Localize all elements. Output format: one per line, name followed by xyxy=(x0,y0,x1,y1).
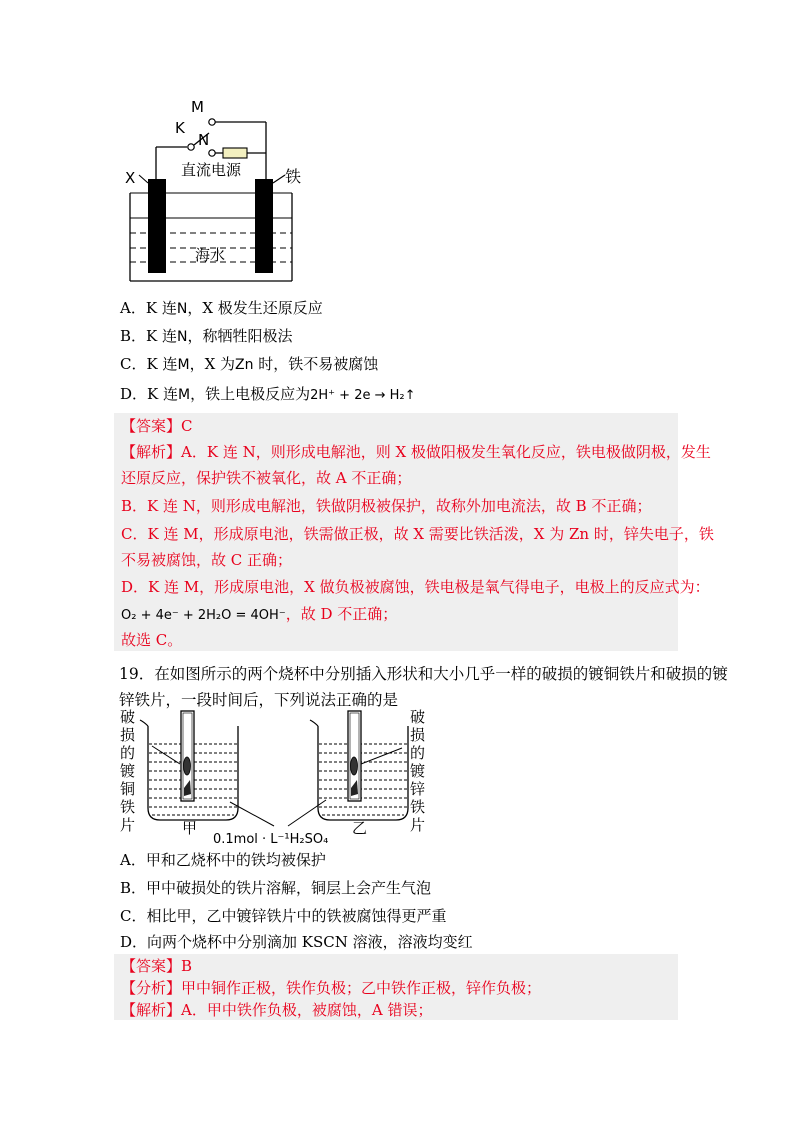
q18-option-a: A．K 连N，X 极发生还原反应 xyxy=(120,299,323,317)
solution-label: 0.1mol · L⁻¹H₂SO₄ xyxy=(213,832,329,847)
q19-stem-line-1: 19．在如图所示的两个烧杯中分别插入形状和大小几乎一样的破损的镀铜铁片和破损的镀 xyxy=(119,665,728,683)
resistor xyxy=(223,148,247,158)
q18-analysis-line-3: B．K 连 N，则形成电解池，铁做阴极被保护，故称外加电流法，故 B 不正确； xyxy=(121,497,652,515)
q18-analysis-line-7: O₂ + 4e⁻ + 2H₂O = 4OH⁻，故 D 不正确； xyxy=(121,605,398,623)
q18-analysis-line-5: 不易被腐蚀，故 C 正确； xyxy=(121,551,293,569)
beaker-right-label: 乙 xyxy=(352,819,368,837)
q19-option-a: A．甲和乙烧杯中的铁均被保护 xyxy=(120,851,326,869)
label-power: 直流电源 xyxy=(181,161,242,179)
q18-analysis-line-1: 【解析】A．K 连 N，则形成电解池，则 X 极做阳极发生氧化反应，铁电极做阴极，发生 xyxy=(121,443,711,461)
q18-option-c: C．K 连M，X 为Zn 时，铁不易被腐蚀 xyxy=(120,355,379,373)
q18-analysis-line-2: 还原反应，保护铁不被氧化，故 A 不正确； xyxy=(121,469,412,487)
right-side-label: 破损的镀锌铁片 xyxy=(410,708,426,834)
label-seawater: 海水 xyxy=(195,246,226,264)
q19-option-c: C．相比甲，乙中镀锌铁片中的铁被腐蚀得更严重 xyxy=(120,907,447,925)
label-x: X xyxy=(125,169,136,187)
beaker-left-label: 甲 xyxy=(182,819,198,837)
q18-analysis-line-4: C．K 连 M，形成原电池，铁需做正极，故 X 需要比铁活泼，X 为 Zn 时，锌失电子，铁 xyxy=(121,525,714,543)
q19-stem-line-2: 锌铁片，一段时间后，下列说法正确的是 xyxy=(119,691,399,709)
q18-option-b: B．K 连N，称牺牲阳极法 xyxy=(120,327,293,345)
q19-analysis: 【分析】甲中铜作正极，铁作负极；乙中铁作正极，锌作负极； xyxy=(121,979,542,997)
q19-option-d: D．向两个烧杯中分别滴加 KSCN 溶液，溶液均变红 xyxy=(120,933,473,951)
electrode-iron xyxy=(255,179,273,273)
q18-answer: 【答案】C xyxy=(121,417,193,435)
q18-option-d: D．K 连M，铁上电极反应为2H⁺ + 2e → H₂↑ xyxy=(120,385,416,403)
electrolysis-diagram xyxy=(115,95,315,285)
beakers-diagram xyxy=(112,708,442,848)
q19-explain: 【解析】A．甲中铁作负极，被腐蚀，A 错误； xyxy=(121,1001,433,1019)
label-k: K xyxy=(175,119,185,137)
label-m: M xyxy=(191,98,204,116)
left-side-label: 破损的镀铜铁片 xyxy=(120,708,136,834)
q19-option-b: B．甲中破损处的铁片溶解，铜层上会产生气泡 xyxy=(120,879,432,897)
q19-answer: 【答案】B xyxy=(121,957,193,975)
electrode-x xyxy=(148,179,166,273)
label-n: N xyxy=(198,131,210,149)
q18-analysis-line-6: D．K 连 M，形成原电池，X 做负极被腐蚀，铁电极是氧气得电子，电极上的反应式为： xyxy=(121,578,710,596)
q18-conclusion: 故选 C。 xyxy=(121,631,183,649)
label-iron: 铁 xyxy=(285,167,302,186)
